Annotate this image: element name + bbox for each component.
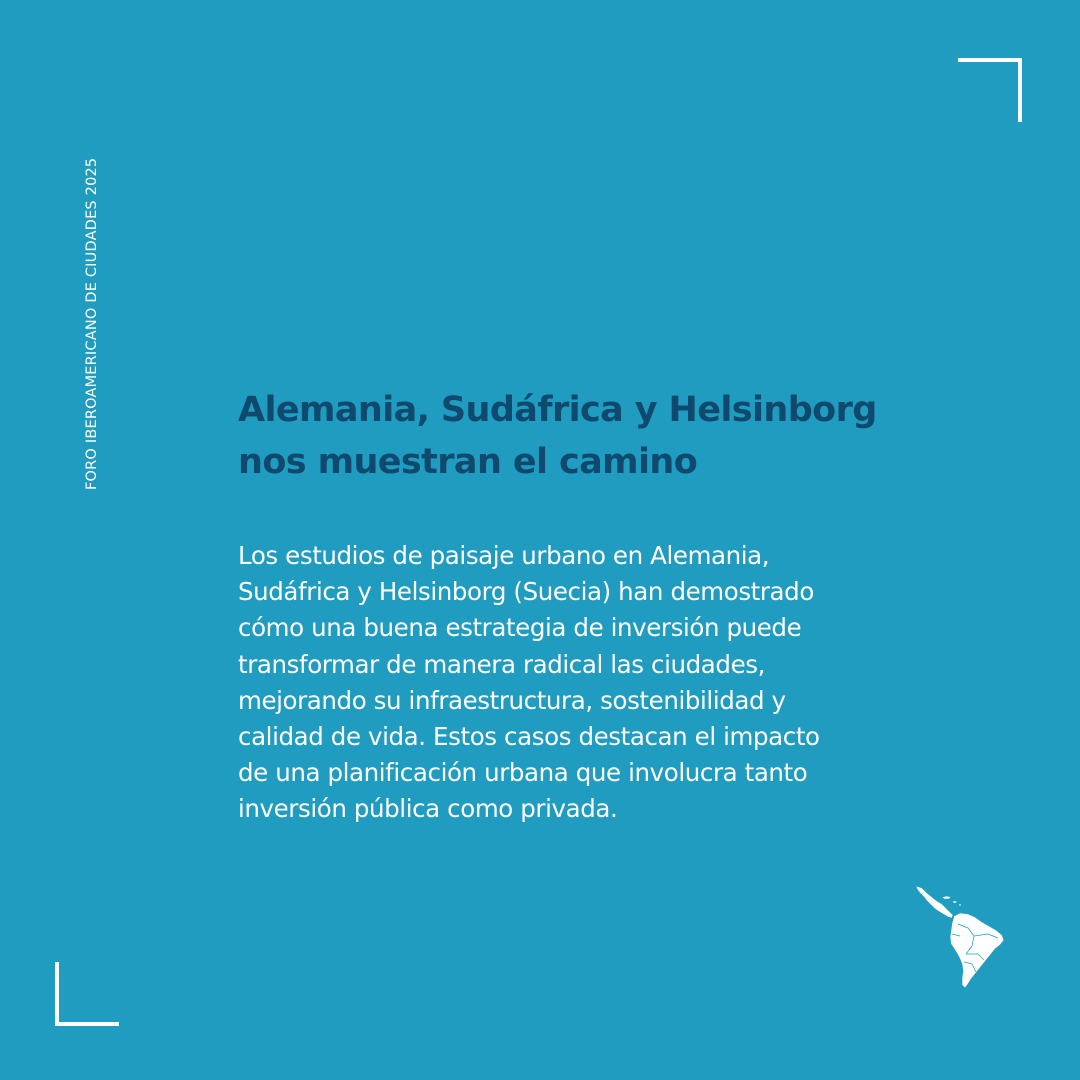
body-line: de una planificación urbana que involucra tanto <box>238 758 808 788</box>
body-line: Sudáfrica y Helsinborg (Suecia) han demostrado <box>238 577 814 607</box>
body-line: Los estudios de paisaje urbano en Alemania, <box>238 541 770 570</box>
corner-bracket-bottom-left <box>55 962 119 1026</box>
latin-america-map-icon <box>912 884 1008 992</box>
corner-bracket-top-right <box>958 58 1022 122</box>
body-line: transformar de manera radical las ciudades, <box>238 649 765 679</box>
body-line: calidad de vida. Estos casos destacan el impacto <box>238 722 820 752</box>
headline-line: nos muestran el camino <box>238 442 698 482</box>
body-paragraph <box>238 538 1018 828</box>
body-line: inversión pública como privada. <box>238 794 618 824</box>
headline-line: Alemania, Sudáfrica y Helsinborg <box>238 390 877 430</box>
body-line: cómo una buena estrategia de inversión puede <box>238 613 802 643</box>
body-line: mejorando su infraestructura, sostenibilidad y <box>238 685 786 715</box>
headline <box>238 384 998 488</box>
side-label: FORO IBEROAMERICANO DE CIUDADES 2025 <box>84 157 100 490</box>
